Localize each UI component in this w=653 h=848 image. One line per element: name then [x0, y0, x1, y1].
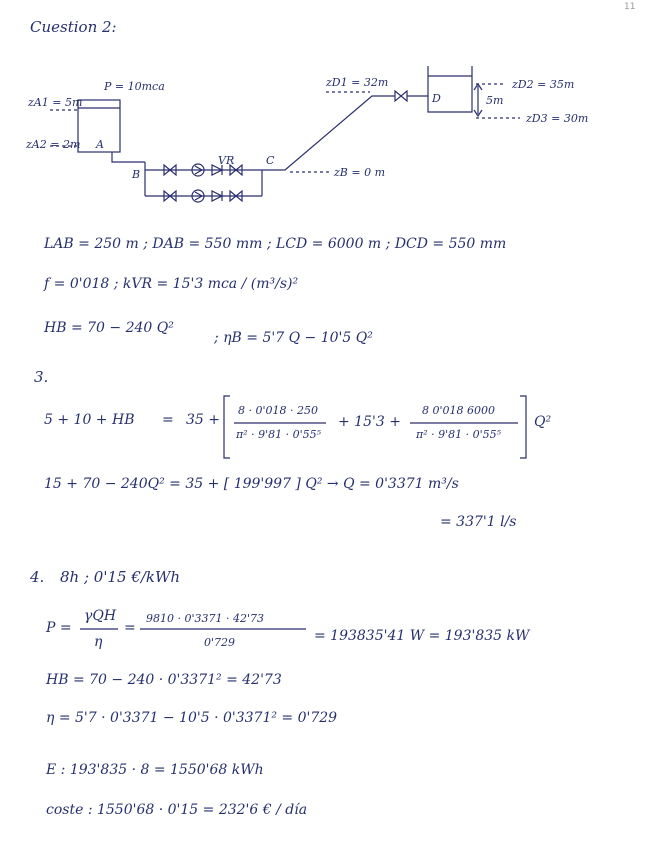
p-frac-num-2: 9810 · 0'3371 · 42'73	[146, 612, 265, 625]
pressure-label: P = 10mca	[104, 80, 165, 93]
section-4-number: 4.	[30, 568, 45, 586]
data-line-2: f = 0'018 ; kVR = 15'3 mca / (m³/s)²	[44, 276, 299, 292]
s3-lhs: 5 + 10 + HB	[44, 412, 135, 428]
section-4-heading: 8h ; 0'15 €/kWh	[60, 568, 181, 586]
z-a1-label: zA1 = 5m	[28, 96, 83, 109]
page-number: 11	[624, 2, 636, 12]
p-frac-den-2: 0'729	[204, 636, 236, 649]
energy-computation: E : 193'835 · 8 = 1550'68 kWh	[46, 762, 264, 778]
dimension-label: 5m	[486, 94, 504, 107]
s3-frac1-den: π² · 9'81 · 0'55⁵	[236, 428, 322, 441]
s3-line-3: = 337'1 l/s	[440, 514, 517, 530]
section-3-number: 3.	[34, 368, 49, 386]
node-c-label: C	[266, 154, 275, 167]
s3-line-2: 15 + 70 − 240Q² = 35 + [ 199'997 ] Q² → Q = 0'3371 m³/s	[44, 476, 459, 492]
s3-q-squared: Q²	[534, 414, 552, 430]
vr-label: VR	[218, 154, 235, 167]
p-eq-sign: =	[124, 620, 136, 636]
p-lhs: P =	[46, 620, 72, 636]
p-result: = 193835'41 W = 193'835 kW	[314, 628, 530, 644]
node-a-label: A	[96, 138, 104, 151]
s3-frac2-num: 8 0'018 6000	[422, 404, 496, 417]
pump-head-equation: HB = 70 − 240 Q²	[44, 320, 174, 336]
node-b-label: B	[132, 168, 141, 181]
z-d1-label: zD1 = 32m	[326, 76, 389, 89]
z-a2-label: zA2 = 2m	[26, 138, 81, 151]
z-d2-label: zD2 = 35m	[512, 78, 575, 91]
z-d3-label: zD3 = 30m	[526, 112, 589, 125]
page-title: Cuestion 2:	[30, 18, 117, 36]
eta-computation: η = 5'7 · 0'3371 − 10'5 · 0'3371² = 0'729	[46, 710, 338, 726]
s3-rhs-const: 35 +	[186, 412, 220, 428]
p-frac-num: γQH	[84, 608, 117, 624]
right-bracket	[520, 396, 526, 458]
node-d-label: D	[432, 92, 441, 105]
s3-plus-k: + 15'3 +	[338, 414, 401, 430]
cost-computation: coste : 1550'68 · 0'15 = 232'6 € / día	[46, 802, 308, 818]
z-b-label: zB = 0 m	[334, 166, 386, 179]
s3-eq-sign: =	[162, 412, 174, 428]
left-bracket	[224, 396, 230, 458]
pump-efficiency-equation: ; ηB = 5'7 Q − 10'5 Q²	[214, 330, 373, 346]
p-frac-den: η	[94, 634, 103, 650]
s3-frac2-den: π² · 9'81 · 0'55⁵	[416, 428, 502, 441]
data-line-1: LAB = 250 m ; DAB = 550 mm ; LCD = 6000 m ; DCD = 550 mm	[44, 236, 507, 252]
s3-frac1-num: 8 · 0'018 · 250	[238, 404, 318, 417]
hb-computation: HB = 70 − 240 · 0'3371² = 42'73	[46, 672, 282, 688]
